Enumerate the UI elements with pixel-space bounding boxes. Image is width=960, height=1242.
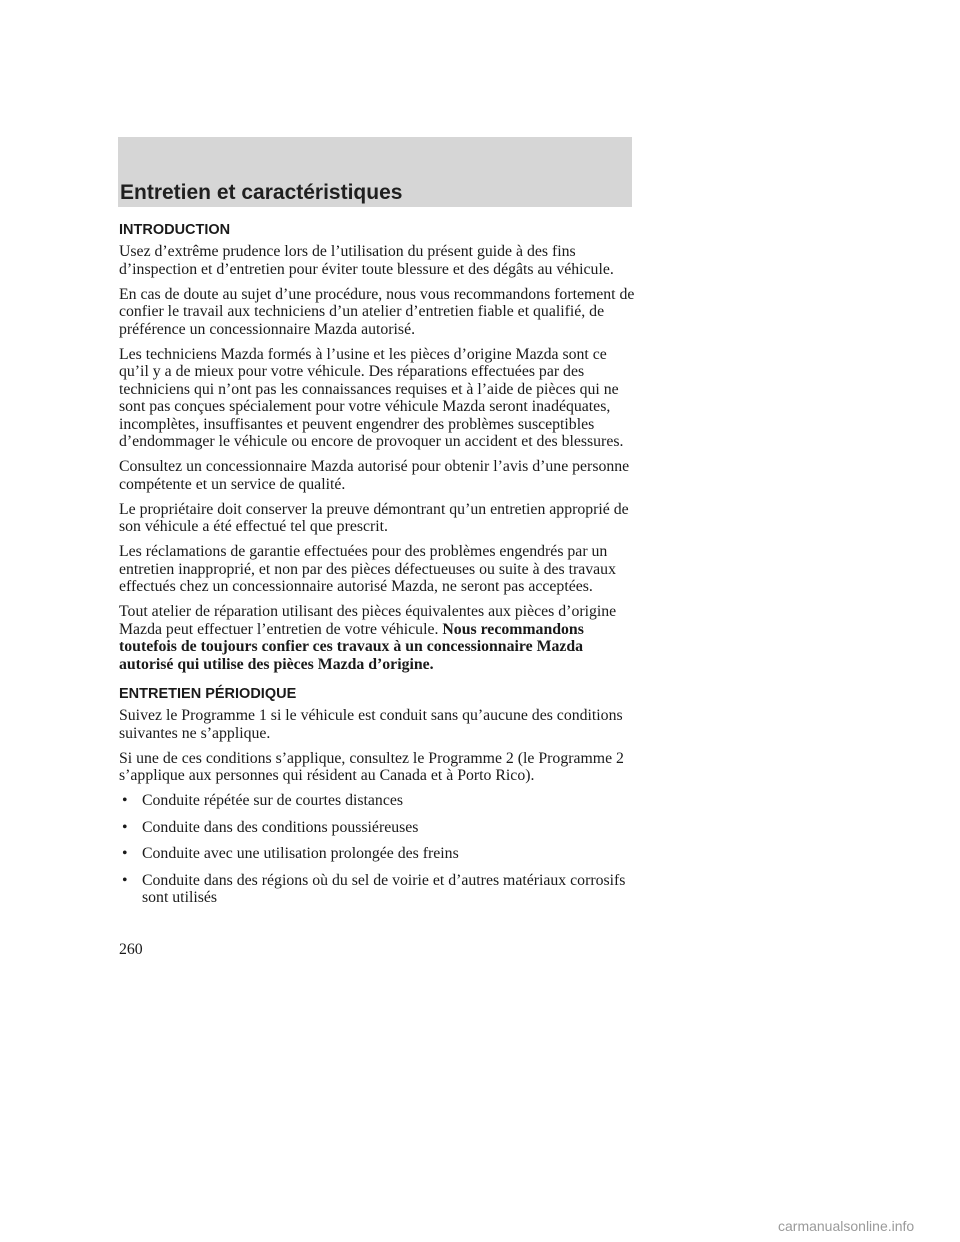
list-item-text: Conduite dans des conditions poussiéreuses: [142, 818, 419, 836]
bullet-marker: •: [122, 792, 128, 809]
paragraph: Suivez le Programme 1 si le véhicule est conduit sans qu’aucune des conditions suivantes ne s’applique.: [119, 707, 623, 742]
list-item-text: Conduite répétée sur de courtes distances: [142, 792, 403, 809]
watermark: carmanualsonline.info: [778, 1218, 915, 1234]
list-item: [119, 792, 639, 810]
paragraph: Les réclamations de garantie effectuées pour des problèmes engendrés par un entretien inapproprié, et non par des pièces défectueuses ou suite à des travaux effectués chez un concessionnaire autorisé Mazda, ne seront pas acceptées.: [119, 543, 616, 595]
bullet-marker: •: [122, 845, 128, 862]
paragraph-bold-part: Nous recommandons toutefois de toujours confier ces travaux à un concessionnaire Mazda autorisé qui utilise des pièces Mazda d’origine.: [119, 620, 584, 673]
paragraph: Usez d’extrême prudence lors de l’utilisation du présent guide à des fins d’inspection et d’entretien pour éviter toute blessure et des dégâts au véhicule.: [119, 243, 614, 278]
bullet-marker: •: [122, 818, 128, 836]
bullet-marker: •: [122, 871, 128, 889]
section-header-title: Entretien et caractéristiques: [120, 181, 403, 204]
paragraph: En cas de doute au sujet d’une procédure, nous vous recommandons fortement de confier le travail aux techniciens d’un atelier d’entretien fiable et qualifié, de préférence un concessionnaire Mazda autorisé.: [119, 285, 635, 338]
paragraph-mixed: [119, 603, 639, 673]
page-number: 260: [119, 941, 143, 958]
conditions-list: [119, 792, 639, 907]
list-item: [119, 872, 639, 907]
list-item: [119, 819, 639, 837]
heading-introduction: INTRODUCTION: [119, 222, 231, 238]
page-content: [119, 222, 639, 916]
section-header-band: [118, 137, 632, 207]
paragraph: Si une de ces conditions s’applique, consultez le Programme 2 (le Programme 2 s’applique aux personnes qui résident au Canada et à Porto Rico).: [119, 749, 624, 784]
list-item-text: Conduite dans des régions où du sel de voirie et d’autres matériaux corrosifs sont utilisés: [142, 871, 626, 906]
paragraph: Le propriétaire doit conserver la preuve démontrant qu’un entretien approprié de son véhicule a été effectué tel que prescrit.: [119, 500, 629, 535]
paragraph-plain-part: Tout atelier de réparation utilisant des pièces équivalentes aux pièces d’origine Mazda peut effectuer l’entretien de votre véhicule.: [119, 603, 617, 638]
heading-entretien-periodique: ENTRETIEN PÉRIODIQUE: [119, 686, 297, 702]
paragraph: Consultez un concessionnaire Mazda autorisé pour obtenir l’avis d’une personne compétente et un service de qualité.: [119, 458, 630, 493]
list-item-text: Conduite avec une utilisation prolongée des freins: [142, 845, 459, 862]
paragraph: Les techniciens Mazda formés à l’usine et les pièces d’origine Mazda sont ce qu’il y a de mieux pour votre véhicule. Des réparations effectuées par des techniciens qui n’ont pas les connaissances requises et à l’aide de pièces qui ne sont pas conçues spécialement pour votre véhicule Mazda seront inadéquates, incomplètes, insuffisantes et peuvent engendrer des problèmes susceptibles d’endommager le véhicule ou encore de provoquer un accident et des blessures.: [119, 345, 624, 450]
list-item: [119, 845, 639, 863]
